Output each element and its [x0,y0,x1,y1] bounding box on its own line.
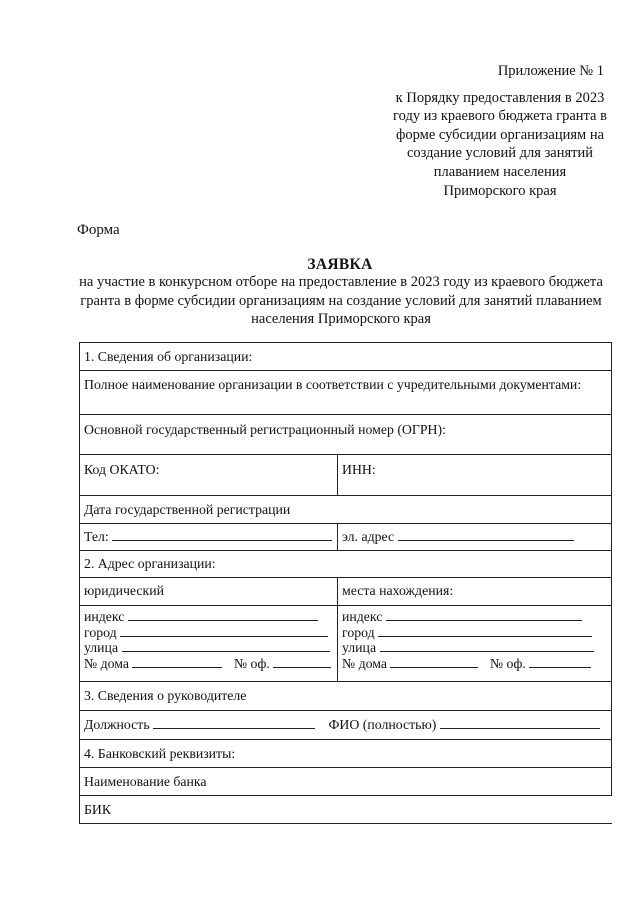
phone-field[interactable] [80,524,338,551]
bik-field[interactable]: БИК [80,796,612,824]
index-label: индекс [84,609,125,624]
address-row [80,606,612,682]
field-row [80,578,612,606]
application-form-table [79,342,612,824]
registration-date-field[interactable]: Дата государственной регистрации [80,496,612,524]
field-row [80,796,612,824]
legal-address-header: юридический [80,578,338,606]
okato-field[interactable]: Код ОКАТО: [80,455,338,496]
full-name-field[interactable]: Полное наименование организации в соответствии с учредительными документами: [80,371,612,415]
index-label: индекс [342,609,383,624]
appendix-header [392,62,608,200]
email-field[interactable] [338,524,612,551]
director-fields[interactable] [80,711,612,740]
email-input-line[interactable] [398,529,574,541]
fio-label: ФИО (полностью) [328,717,437,732]
phone-input-line[interactable] [112,529,332,541]
fio-input-line[interactable] [440,717,600,729]
ogrn-field[interactable]: Основной государственный регистрационный номер (ОГРН): [80,415,612,455]
city-label: город [342,624,375,640]
index-input-line[interactable] [386,609,582,621]
section-row [80,343,612,371]
document-title: ЗАЯВКА [307,256,373,273]
section-director: 3. Сведения о руководителе [80,682,612,711]
street-input-line[interactable] [122,640,330,652]
office-label: № оф. [233,655,270,671]
form-label: Форма [77,222,120,238]
field-row [80,415,612,455]
street-label: улица [342,640,377,656]
legal-address-block[interactable] [80,606,338,682]
street-label: улица [84,640,119,656]
document-subtitle: на участие в конкурсном отборе на предоставление в 2023 году из краевого бюджета гранта в форме субсидии организациям на создание условий для занятий плаванием населения Приморского края [79,274,603,327]
email-label: эл. адрес [342,529,395,544]
location-address-block[interactable] [338,606,612,682]
street-input-line[interactable] [380,640,594,652]
inn-field[interactable]: ИНН: [338,455,612,496]
appendix-reference: к Порядку предоставления в 2023 году из краевого бюджета гранта в форме субсидии организациям на создание условий для занятий плаванием населения Приморского края [393,89,607,199]
location-address-header: места нахождения: [338,578,612,606]
house-input-line[interactable] [132,656,222,668]
field-row [80,455,612,496]
section-bank: 4. Банковский реквизиты: [80,740,612,768]
office-input-line[interactable] [529,656,591,668]
field-row [80,711,612,740]
house-input-line[interactable] [390,656,478,668]
section-address: 2. Адрес организации: [80,551,612,578]
city-input-line[interactable] [120,625,328,637]
section-organization: 1. Сведения об организации: [80,343,612,371]
city-label: город [84,624,117,640]
field-row [80,524,612,551]
index-input-line[interactable] [128,609,318,621]
house-label: № дома [342,655,388,671]
position-input-line[interactable] [153,717,315,729]
appendix-number: Приложение № 1 [497,63,604,79]
house-label: № дома [84,655,130,671]
bank-name-field[interactable]: Наименование банка [80,768,612,796]
field-row [80,496,612,524]
field-row [80,371,612,415]
office-input-line[interactable] [273,656,331,668]
section-row [80,740,612,768]
position-label: Должность [84,717,150,732]
section-row [80,551,612,578]
section-row [80,682,612,711]
city-input-line[interactable] [378,625,592,637]
office-label: № оф. [489,655,526,671]
phone-label: Тел: [84,529,109,544]
field-row [80,768,612,796]
